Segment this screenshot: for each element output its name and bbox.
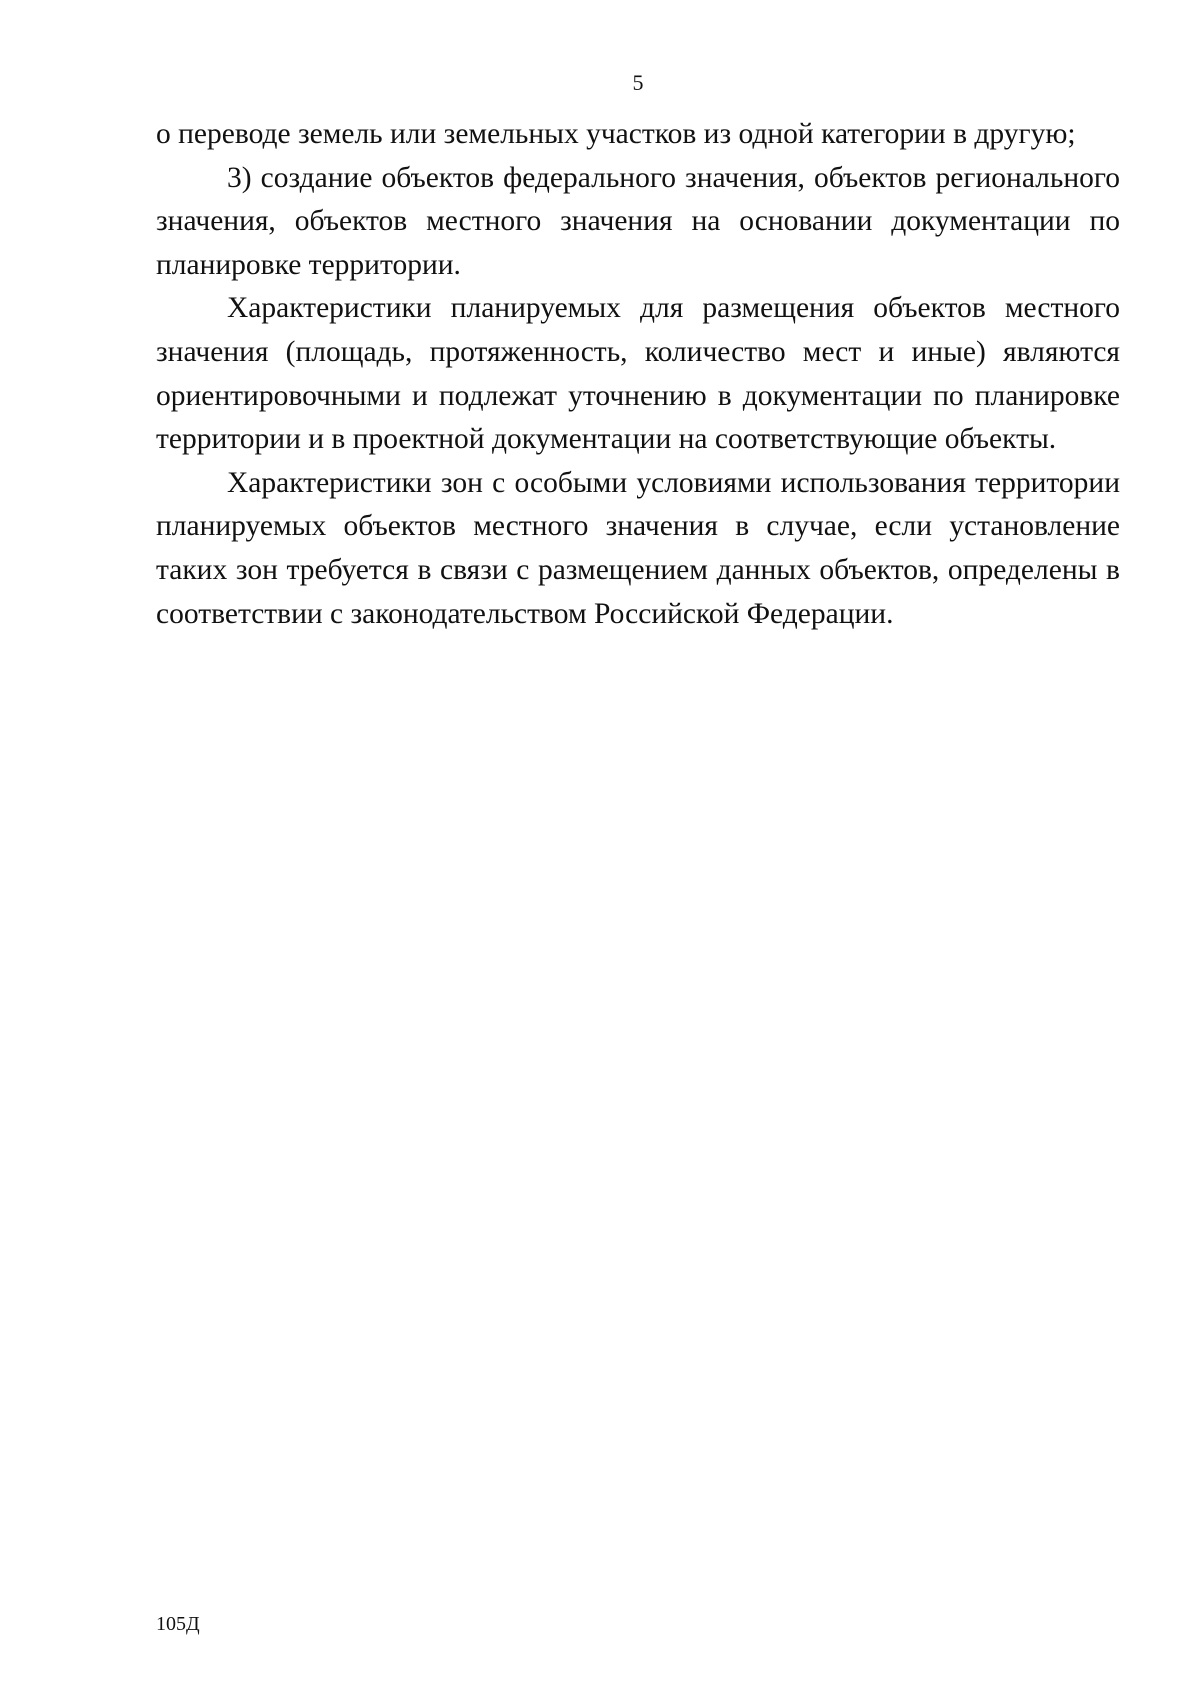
page-number: 5 xyxy=(632,70,644,95)
paragraph-zone-characteristics: Характеристики зон с особыми условиями использования территории планируемых объектов местного значения в случае, если установление таких зон требуется в связи с размещением данных объектов, определены в соответствии с законодательством Российской Федерации. xyxy=(156,466,1120,630)
document-code: 105Д xyxy=(156,1613,200,1635)
paragraph-object-characteristics: Характеристики планируемых для размещения объектов местного значения (площадь, протяженность, количество мест и иные) являются ориентировочными и подлежат уточнению в документации по планировке территории и в проектной документации на соответствующие объекты. xyxy=(156,292,1120,456)
paragraph-continuation: о переводе земель или земельных участков из одной категории в другую; xyxy=(156,118,1076,150)
document-body xyxy=(156,113,1120,636)
paragraph-item-3: 3) создание объектов федерального значения, объектов регионального значения, объектов местного значения на основании документации по планировке территории. xyxy=(156,161,1120,281)
